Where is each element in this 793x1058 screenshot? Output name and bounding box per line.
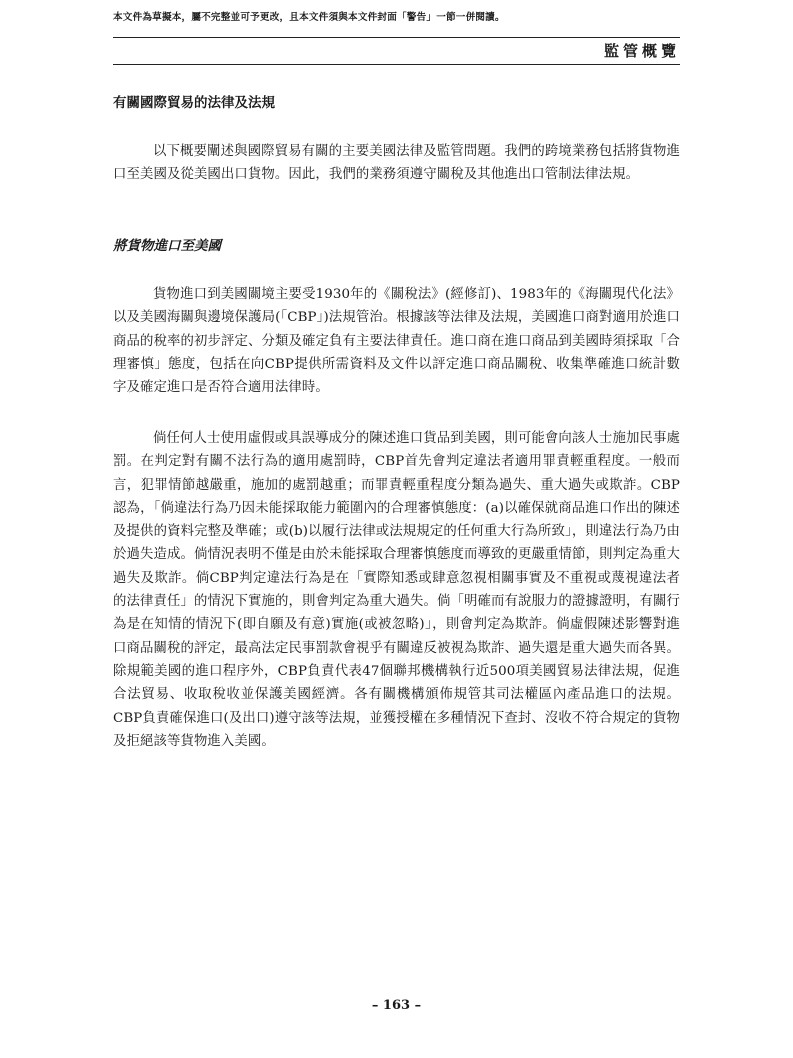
- disclaimer-banner: 本文件為草擬本，屬不完整並可予更改，且本文件須與本文件封面「警告」一節一併閱讀。: [113, 12, 505, 23]
- section-header-title: 監管概覽: [603, 42, 680, 60]
- page-number: – 163 –: [371, 998, 422, 1013]
- paragraph-intro: 以下概要闡述與國際貿易有關的主要美國法律及監管問題。我們的跨境業務包括將貨物進口至美國及從美國出口貨物。因此，我們的業務須遵守關稅及其他進出口管制法律法規。: [113, 144, 680, 183]
- paragraph-civil-penalties: 倘任何人士使用虛假或具誤導成分的陳述進口貨品到美國，則可能會向該人士施加民事處罰。在判定對有關不法行為的適用處罰時，CBP首先會判定違法者適用罪責輕重程度。一般而言，犯罪情節越嚴重，施加的處罰越重；而罪責輕重程度分類為過失、重大過失或欺詐。CBP認為，「倘違法行為乃因未能採取能力範圍內的合理審慎態度：(a)以確保就商品進口作出的陳述及提供的資料完整及準確；或(b)以履行法律或法規規定的任何重大行為所致」，則違法行為乃由於過失造成。倘情況表明不僅是由於未能採取合理審慎態度而導致的更嚴重情節，則判定為重大過失及欺詐。倘CBP判定違法行為是在「實際知悉或肆意忽視相關事實及不重視或蔑視違法者的法律責任」的情況下實施的，則會判定為重大過失。倘「明確而有說服力的證據證明，有關行為是在知情的情況下(即自願及有意)實施(或被忽略)」，則會判定為欺詐。倘虛假陳述影響對進口商品關稅的評定，最高法定民事罰款會視乎有關違反被視為欺詐、過失還是重大過失而各異。除規範美國的進口程序外，CBP負責代表47個聯邦機構執行近500項美國貿易法律法規，促進合法貿易、收取稅收並保護美國經濟。各有關機構頒佈規管其司法權區內產品進口的法規。CBP負責確保進口(及出口)遵守該等法規，並獲授權在多種情況下查封、沒收不符合規定的貨物及拒絕該等貨物進入美國。: [113, 431, 680, 749]
- header-top-rule: [113, 37, 680, 38]
- heading-importing-goods-us: 將貨物進口至美國: [113, 238, 221, 254]
- heading-international-trade-laws: 有關國際貿易的法律及法規: [113, 95, 275, 111]
- paragraph-import-regulation: 貨物進口到美國關境主要受1930年的《關稅法》(經修訂)、1983年的《海關現代化法》以及美國海關與邊境保護局(「CBP」)法規管治。根據該等法律及法規，美國進口商對適用於進口商品的稅率的初步評定、分類及確定負有主要法律責任。進口商在進口商品到美國時須採取「合理審慎」態度，包括在向CBP提供所需資料及文件以評定進口商品關稅、收集準確進口統計數字及確定進口是否符合適用法律時。: [113, 287, 680, 396]
- header-bottom-rule: [113, 64, 680, 65]
